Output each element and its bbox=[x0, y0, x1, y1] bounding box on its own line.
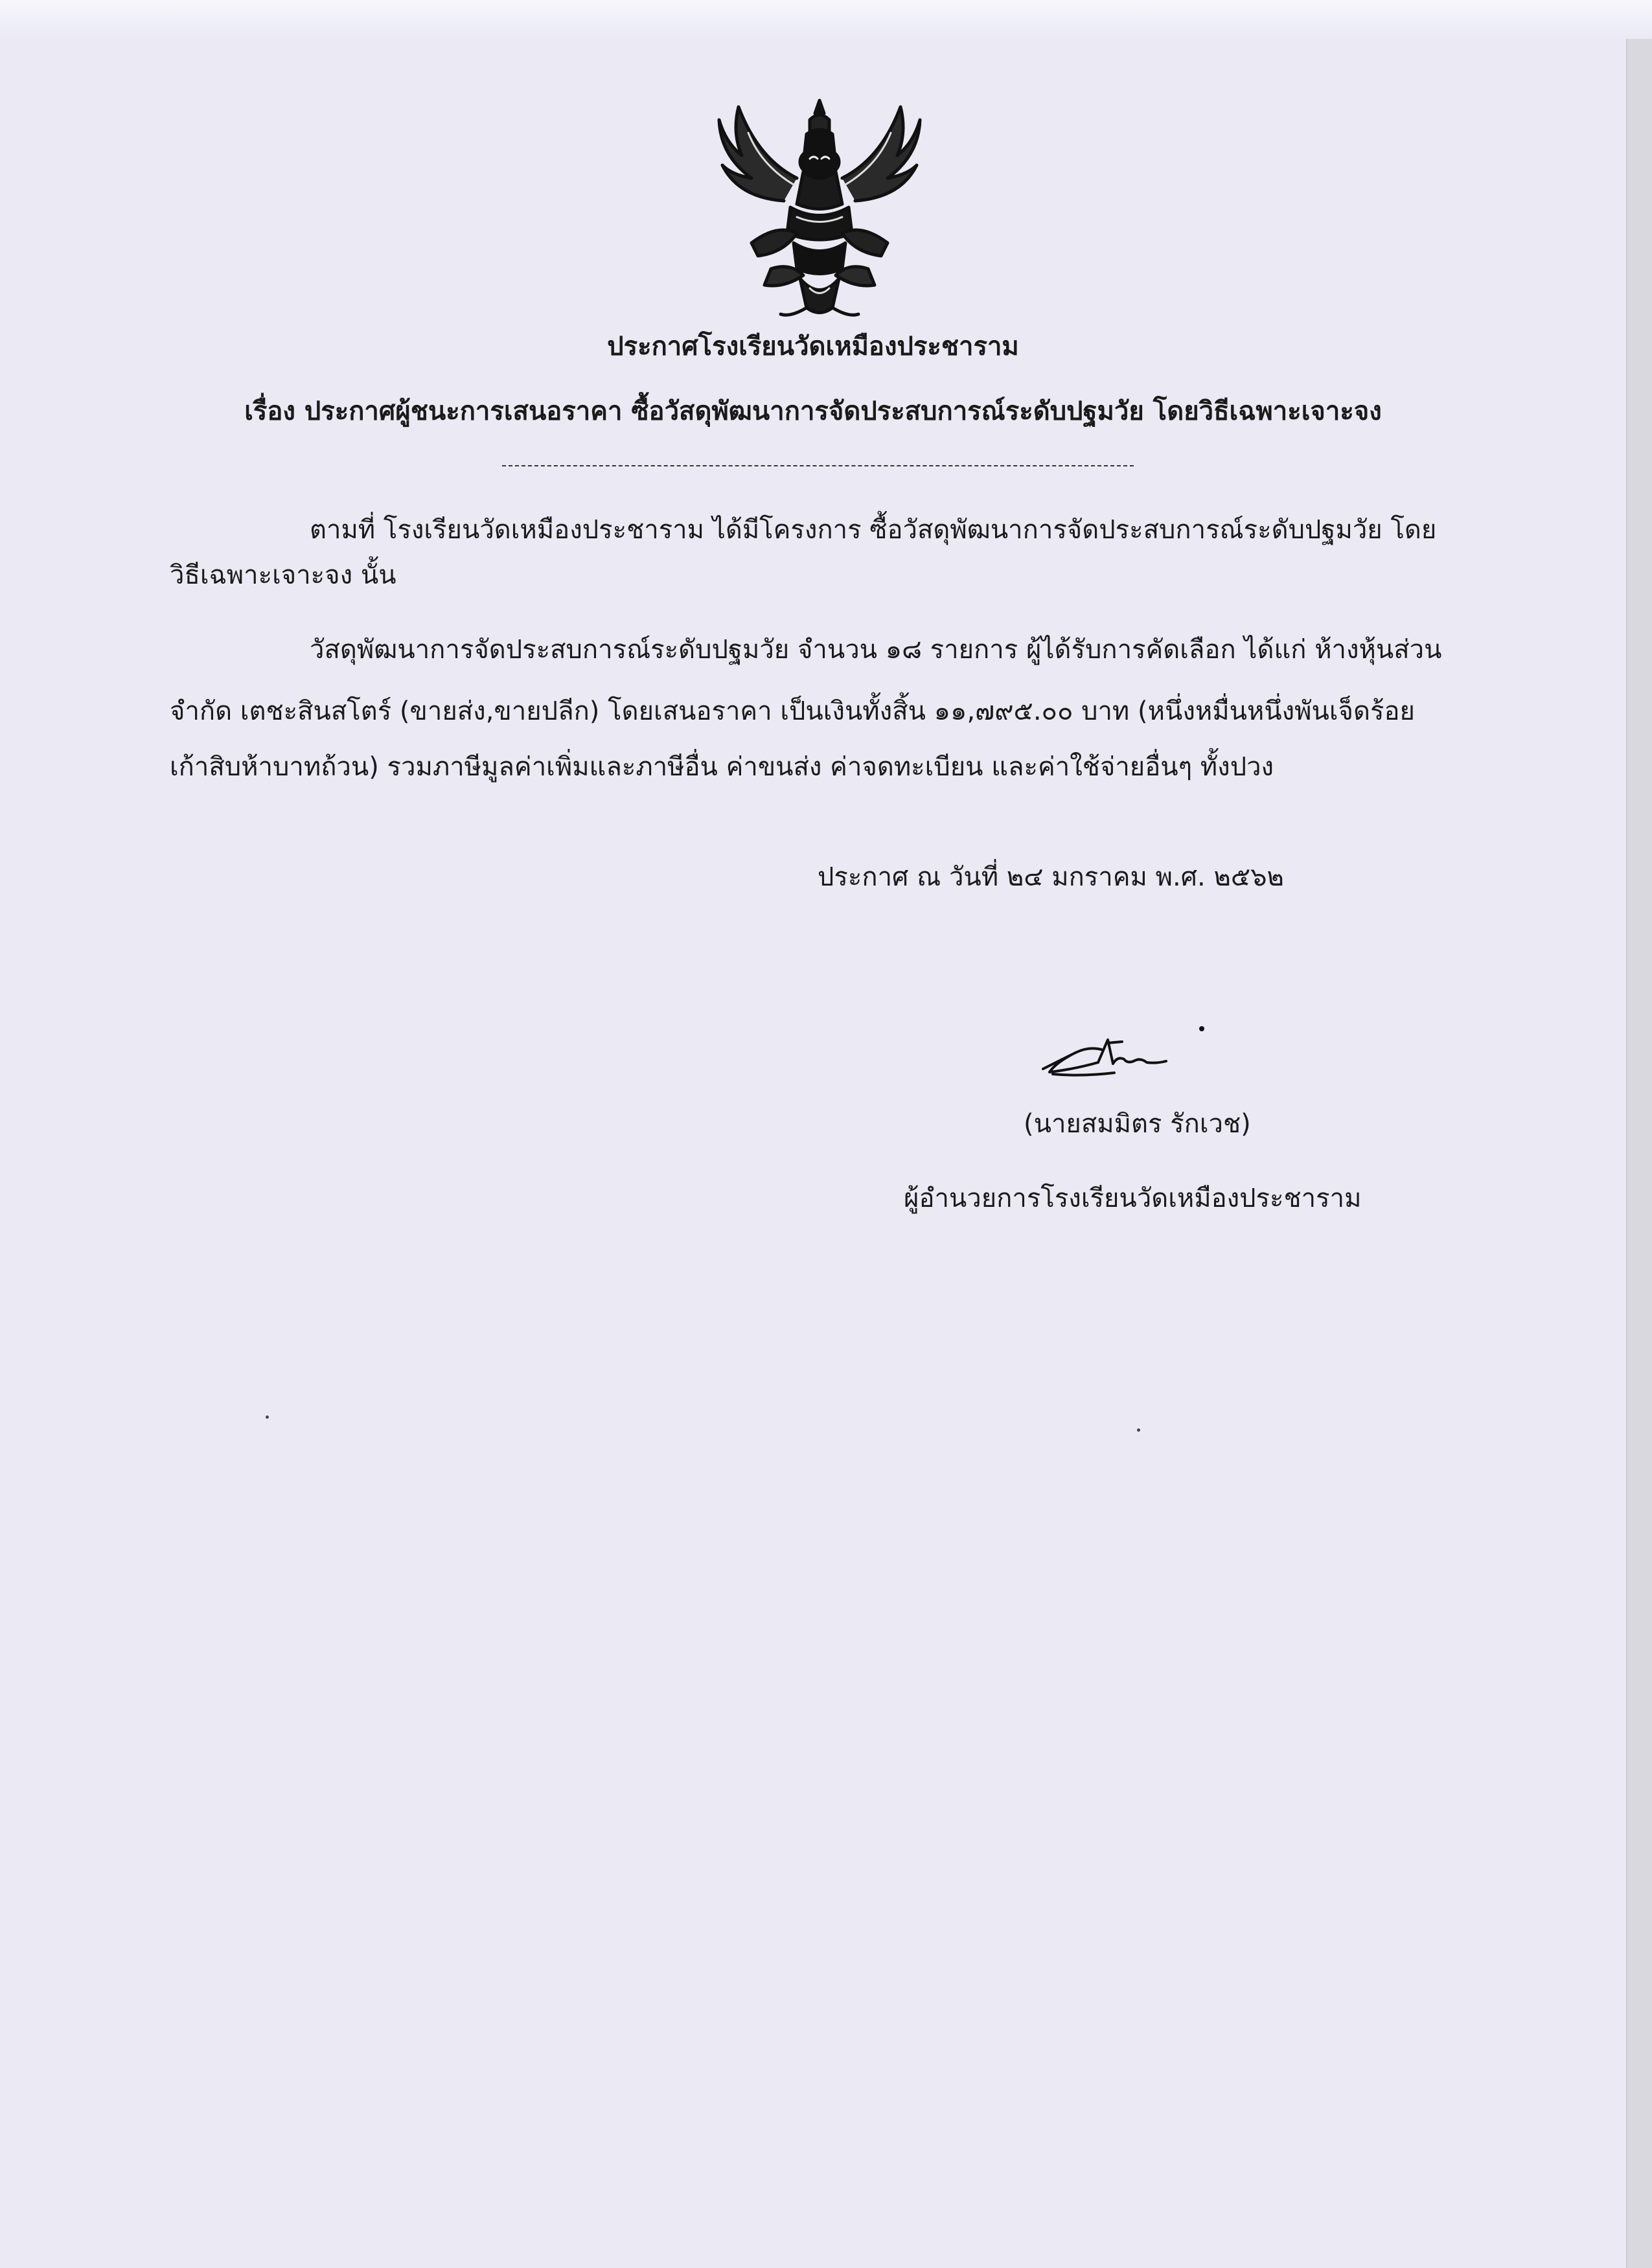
garuda-emblem bbox=[713, 94, 926, 324]
scan-top-edge bbox=[0, 0, 1652, 39]
scan-speck bbox=[1137, 1428, 1140, 1432]
title-separator bbox=[502, 465, 1134, 466]
signer-position: ผู้อำนวยการโรงเรียนวัดเหมืองประชาราม bbox=[904, 1184, 1362, 1213]
paragraph-2-line-3: เก้าสิบห้าบาทถ้วน) รวมภาษีมูลค่าเพิ่มและภาษีอื่น ค่าขนส่ง ค่าจดทะเบียน และค่าใช้จ่ายอื่นๆ ทั้งปวง bbox=[170, 752, 1274, 782]
paragraph-1-line-1: ตามที่ โรงเรียนวัดเหมืองประชาราม ได้มีโครงการ ซื้อวัสดุพัฒนาการจัดประสบการณ์ระดับปฐมวัย โดย bbox=[310, 515, 1437, 545]
handwritten-signature bbox=[1037, 1024, 1218, 1088]
announcement-date: ประกาศ ณ วันที่ ๒๔ มกราคม พ.ศ. ๒๕๖๒ bbox=[818, 862, 1284, 892]
document-subject: เรื่อง ประกาศผู้ชนะการเสนอราคา ซื้อวัสดุพัฒนาการจัดประสบการณ์ระดับปฐมวัย โดยวิธีเฉพาะเจาะจง bbox=[244, 396, 1382, 426]
document-title: ประกาศโรงเรียนวัดเหมืองประชาราม bbox=[607, 332, 1019, 361]
paragraph-1-line-2: วิธีเฉพาะเจาะจง นั้น bbox=[170, 560, 396, 590]
paragraph-2-line-2: จำกัด เตชะสินสโตร์ (ขายส่ง,ขายปลีก) โดยเสนอราคา เป็นเงินทั้งสิ้น ๑๑,๗๙๕.๐๐ บาท (หนึ่งหมื่นหนึ่งพันเจ็ดร้อย bbox=[170, 696, 1415, 726]
scan-speck bbox=[266, 1415, 269, 1419]
signer-name: (นายสมมิตร รักเวช) bbox=[1024, 1109, 1251, 1139]
paragraph-2-line-1: วัสดุพัฒนาการจัดประสบการณ์ระดับปฐมวัย จำนวน ๑๘ รายการ ผู้ได้รับการคัดเลือก ได้แก่ ห้างหุ้นส่วน bbox=[310, 635, 1442, 665]
